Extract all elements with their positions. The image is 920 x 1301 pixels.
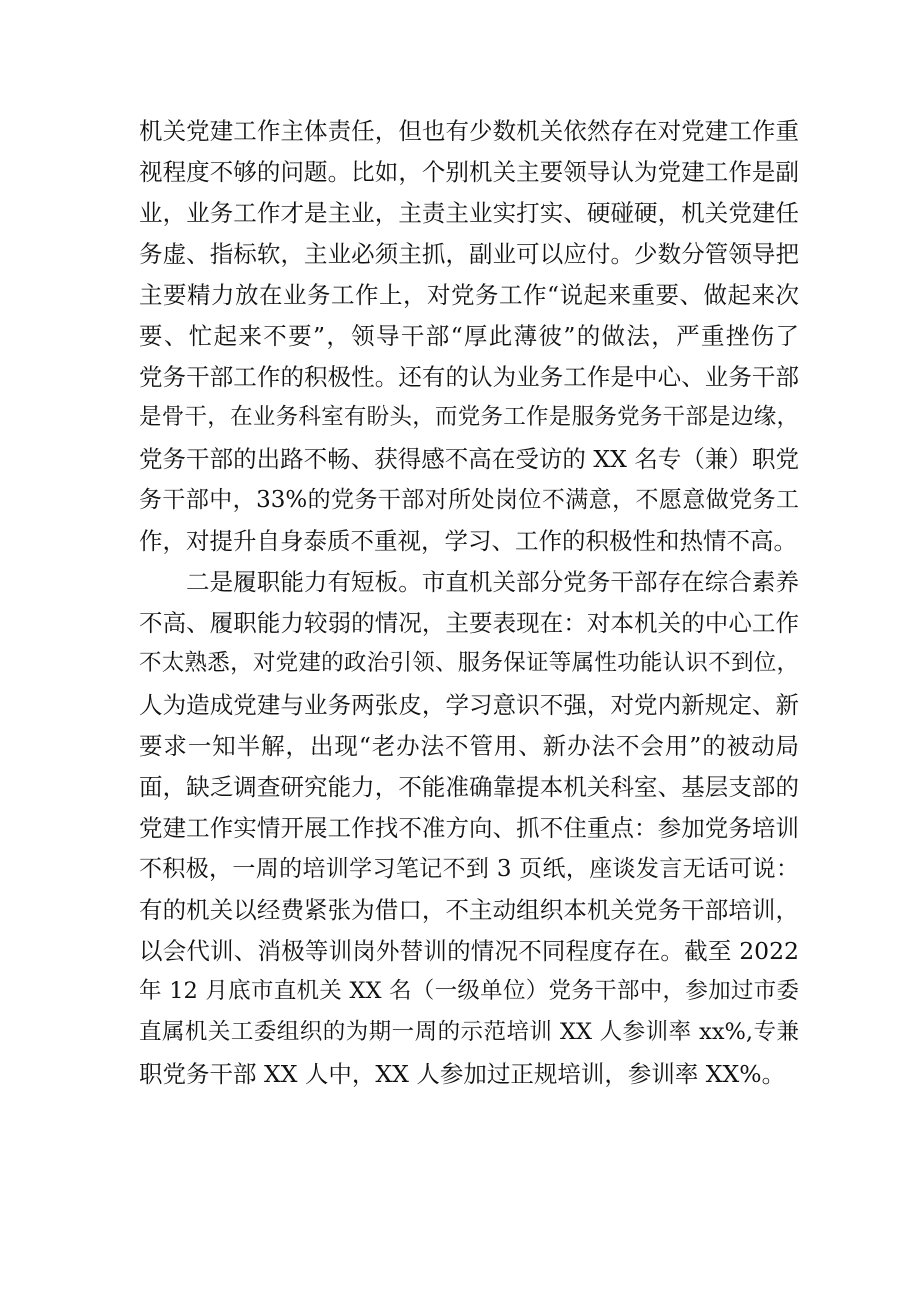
text-line: 要、忙起来不要”，领导干部“厚此薄彼”的做法，严重挫伤了 xyxy=(139,322,799,350)
text-line: 有的机关以经费紧张为借口，不主动组织本机关党务干部培训， xyxy=(139,896,799,924)
text-line: 年 12 月底市直机关 XX 名（一级单位）党务干部中，参加过市委 xyxy=(139,978,799,1004)
text-line: 主要精力放在业务工作上，对党务工作“说起来重要、做起来次 xyxy=(139,281,799,309)
text-line: 是骨干，在业务科室有盼头，而党务工作是服务党务干部是边缘， xyxy=(139,404,799,430)
text-line: 不高、履职能力较弱的情况，主要表现在：对本机关的中心工作 xyxy=(139,609,799,637)
text-line: 务干部中，33%的党务干部对所处岗位不满意，不愿意做党务工 xyxy=(139,487,799,513)
text-line: 直属机关工委组织的为期一周的示范培训 XX 人参训率 xx%,专兼 xyxy=(139,1019,799,1045)
text-line: 面，缺乏调查研究能力，不能准确靠提本机关科室、基层支部的 xyxy=(139,773,799,801)
paragraph-last-line: 职党务干部 XX 人中，XX 人参加过正规培训，参训率 XX%。 xyxy=(139,1060,786,1088)
text-line: 党建工作实情开展工作找不准方向、抓不住重点：参加党务培训 xyxy=(139,814,799,842)
text-line: 党务干部工作的积极性。还有的认为业务工作是中心、业务干部 xyxy=(139,363,799,391)
text-line: 不太熟悉，对党建的政治引领、服务保证等属性功能认识不到位， xyxy=(139,650,799,676)
text-line: 不积极，一周的培训学习笔记不到 3 页纸，座谈发言无话可说： xyxy=(139,856,799,882)
text-line: 人为造成党建与业务两张皮，学习意识不强，对党内新规定、新 xyxy=(139,691,799,719)
text-line: 以会代训、消极等训岗外替训的情况不同程度存在。截至 2022 xyxy=(139,937,799,965)
text-line: 要求一知半解，出现“老办法不管用、新办法不会用”的被动局 xyxy=(139,732,799,760)
text-line: 务虚、指标软，主业必须主抓，副业可以应付。少数分管领导把 xyxy=(139,240,799,268)
paragraph-first-line: 二是履职能力有短板。市直机关部分党务干部存在综合素养 xyxy=(186,568,799,596)
text-line: 业，业务工作才是主业，主责主业实打实、硬碰硬，机关党建任 xyxy=(139,199,799,227)
paragraph-last-line: 作，对提升自身泰质不重视，学习、工作的积极性和热情不高。 xyxy=(139,527,797,555)
text-line: 视程度不够的问题。比如，个别机关主要领导认为党建工作是副 xyxy=(139,158,799,186)
text-line: 机关党建工作主体责任，但也有少数机关依然存在对党建工作重 xyxy=(139,117,799,145)
text-line: 党务干部的出路不畅、获得感不高在受访的 XX 名专（兼）职党 xyxy=(139,445,799,473)
